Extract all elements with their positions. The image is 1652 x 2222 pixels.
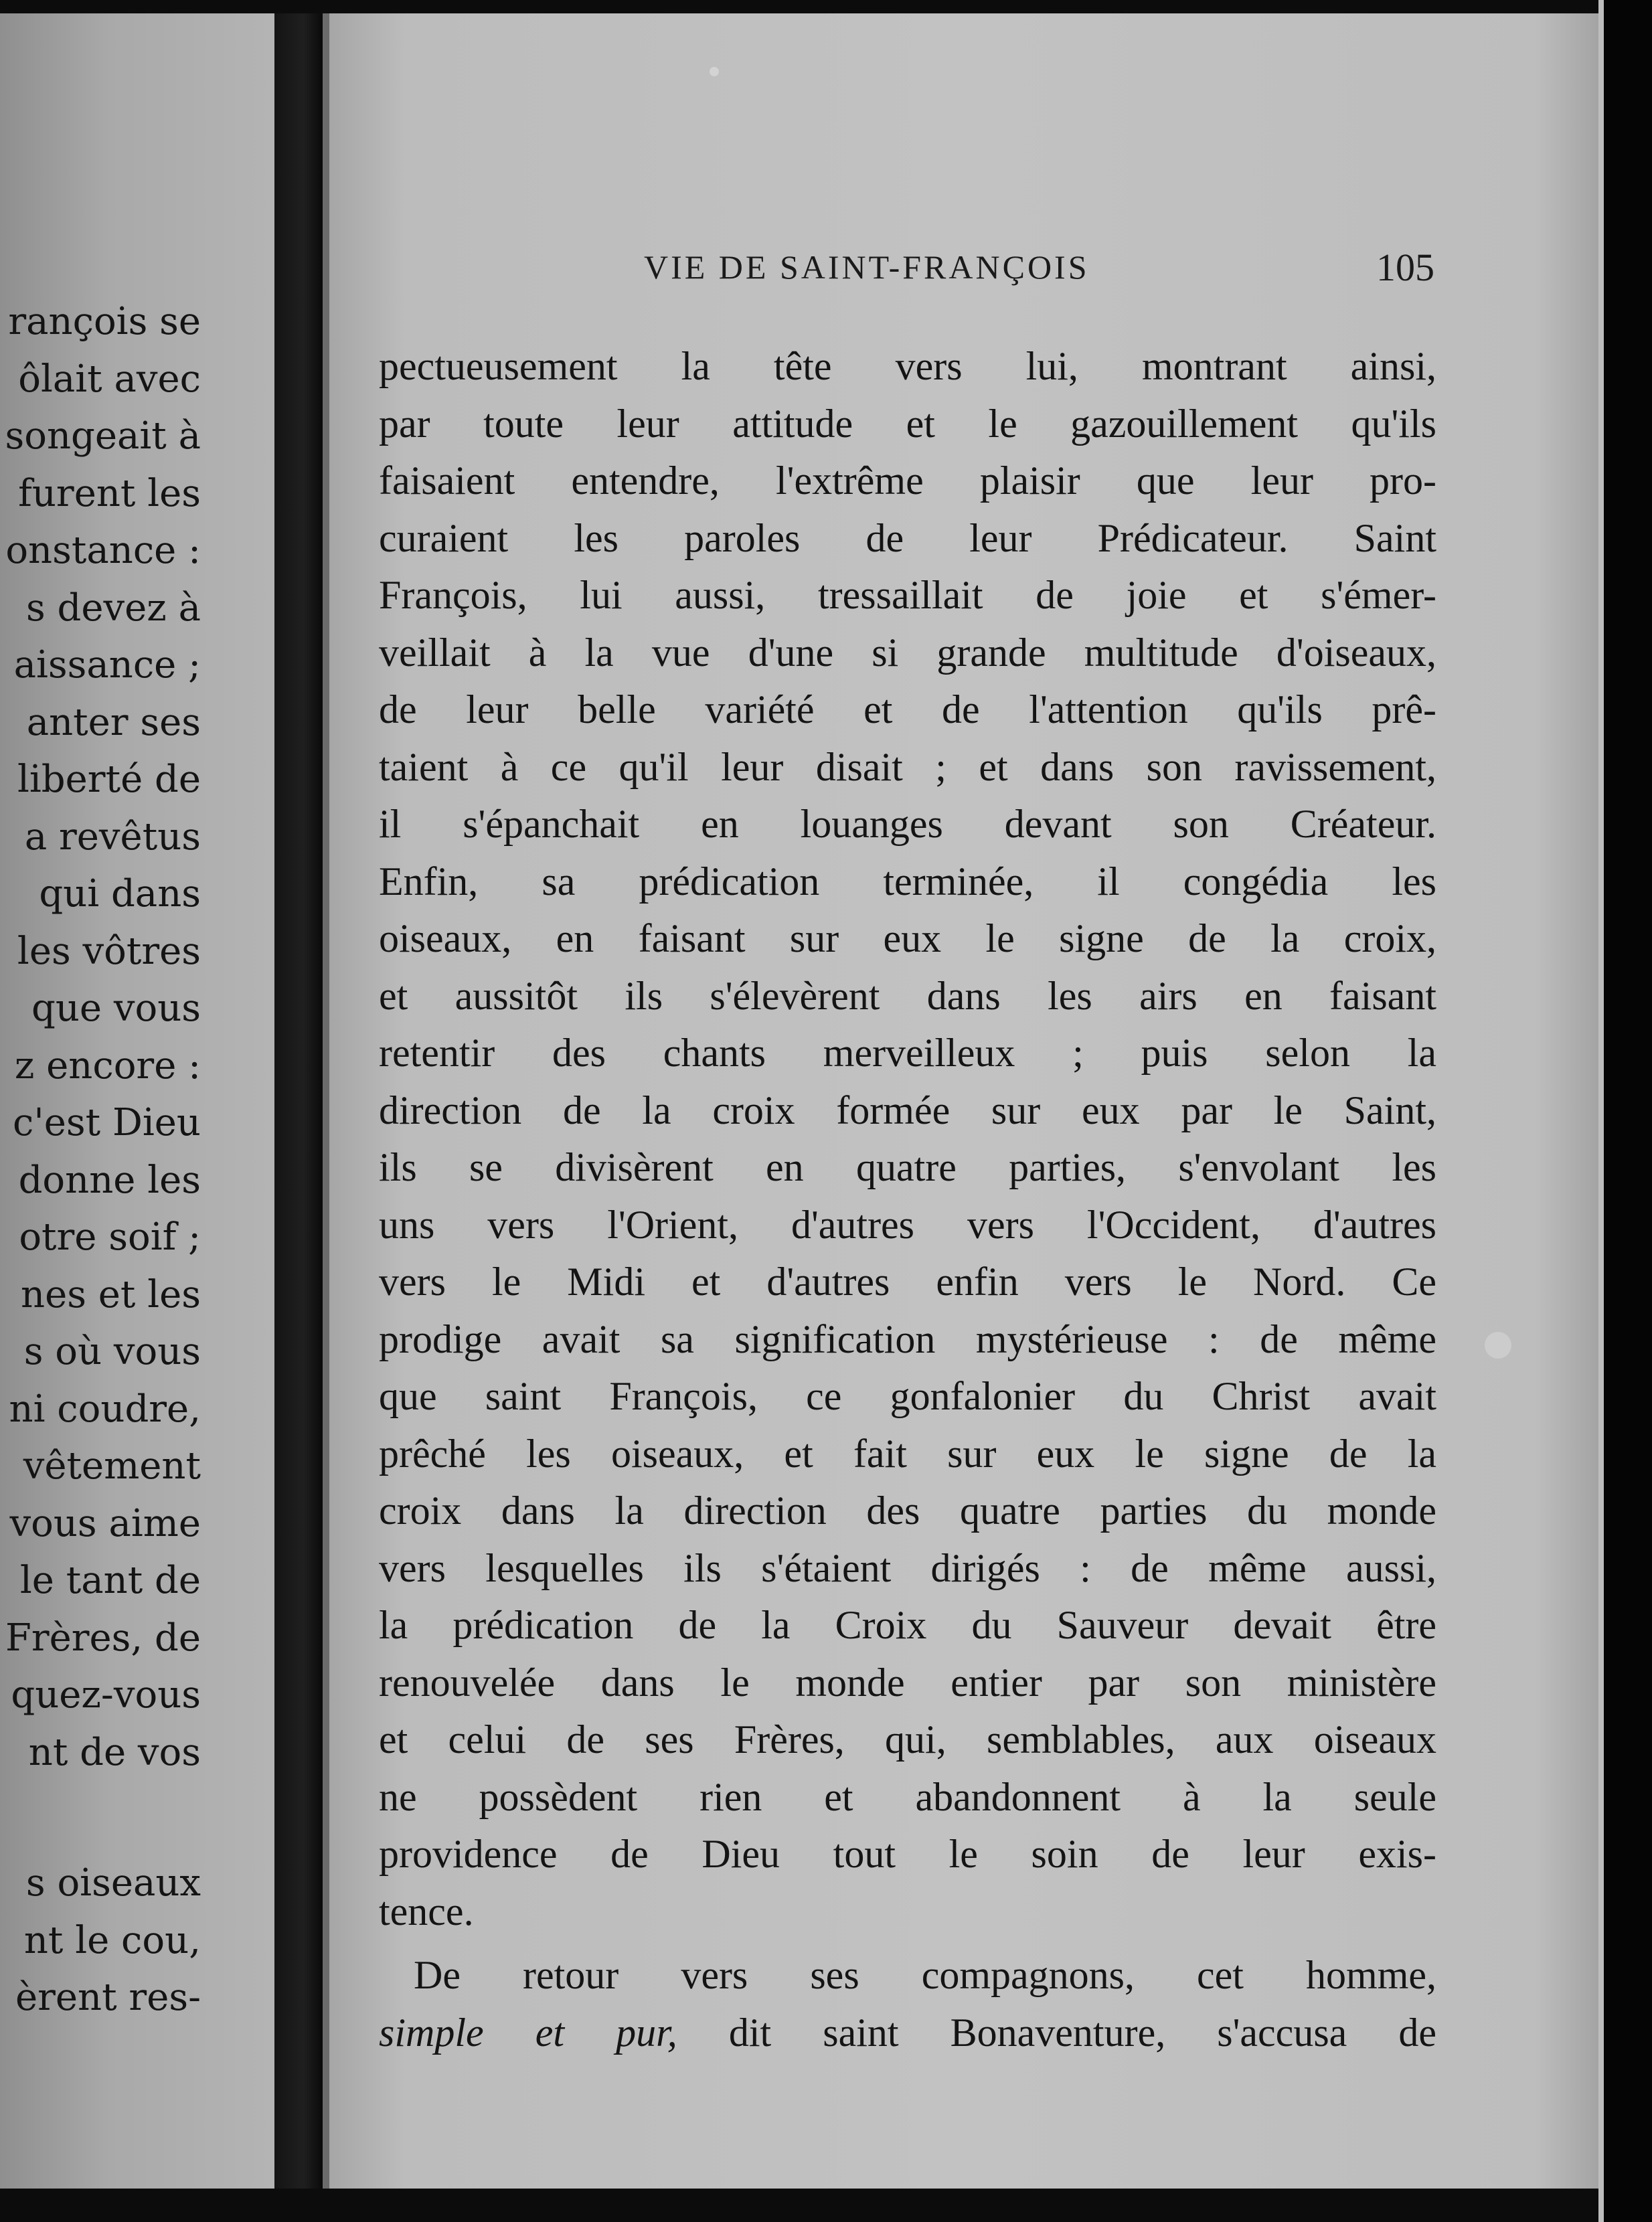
text-line: vers le Midi et d'autres enfin vers le Nord. Ce <box>379 1260 1436 1304</box>
left-page-line: nt le cou, <box>23 1918 201 1962</box>
scan-border <box>1598 0 1652 2222</box>
left-page-line: vêtement <box>23 1444 201 1488</box>
text-line: François, lui aussi, tressaillait de joie et s'émer- <box>379 573 1436 617</box>
left-page-line: s oiseaux <box>25 1861 201 1905</box>
left-page-line: nt de vos <box>28 1730 201 1774</box>
text-line: prêché les oiseaux, et fait sur eux le signe de la <box>379 1431 1436 1476</box>
text-line: prodige avait sa signification mystérieuse : de même <box>379 1316 1436 1361</box>
left-page-line: otre soif ; <box>19 1215 201 1259</box>
left-page-line: èrent res- <box>15 1976 201 2019</box>
text-line: uns vers l'Orient, d'autres vers l'Occident, d'autres <box>379 1202 1436 1247</box>
text-line: providence de Dieu tout le soin de leur exis- <box>379 1832 1436 1876</box>
dust-speck <box>1485 1332 1511 1359</box>
text-line: croix dans la direction des quatre parties du monde <box>379 1488 1436 1533</box>
paragraph-gap <box>0 1781 201 1855</box>
book-gutter <box>274 13 323 2189</box>
left-page-line: le tant de <box>19 1559 201 1602</box>
text-line: par toute leur attitude et le gazouillement qu'ils <box>379 401 1436 446</box>
body-text <box>379 338 1436 2061</box>
text-line: direction de la croix formée sur eux par le Saint, <box>379 1088 1436 1132</box>
running-title: VIE DE SAINT-FRANÇOIS <box>644 248 1090 286</box>
text-line: oiseaux, en faisant sur eux le signe de la croix, <box>379 916 1436 960</box>
left-page-line: onstance : <box>5 529 201 572</box>
text-line: ne possèdent rien et abandonnent à la seule <box>379 1774 1436 1819</box>
left-page-line: vous aime <box>9 1501 201 1545</box>
text-line: pectueusement la tête vers lui, montrant ainsi, <box>379 344 1436 388</box>
page-edge <box>323 13 329 2189</box>
left-page-line: liberté de <box>17 758 201 801</box>
text-line-rest: dit saint Bonaventure, s'accusa de <box>677 2010 1436 2055</box>
left-page-line: songeait à <box>5 414 201 458</box>
dust-speck <box>710 67 719 76</box>
left-page-line: s où vous <box>23 1330 201 1373</box>
text-line: retentir des chants merveilleux ; puis selon la <box>379 1031 1436 1075</box>
text-line: De retour vers ses compagnons, cet homme, <box>414 1953 1436 1997</box>
left-page-line: Frères, de <box>5 1616 201 1660</box>
left-page-line: ôlait avec <box>18 357 201 401</box>
text-line: Enfin, sa prédication terminée, il congédia les <box>379 859 1436 904</box>
text-line: et aussitôt ils s'élevèrent dans les airs en faisant <box>379 973 1436 1018</box>
left-page-line: aissance ; <box>13 643 201 687</box>
text-line: faisaient entendre, l'extrême plaisir que leur pro- <box>379 458 1436 503</box>
left-page-line: z encore : <box>14 1043 201 1088</box>
text-line: la prédication de la Croix du Sauveur devait être <box>379 1603 1436 1647</box>
text-line: vers lesquelles ils s'étaient dirigés : de même aussi, <box>379 1545 1436 1590</box>
italic-phrase: simple et pur, <box>379 2010 677 2055</box>
left-page-line: ni coudre, <box>9 1387 201 1431</box>
text-line: et celui de ses Frères, qui, semblables, aux oiseaux <box>379 1717 1436 1762</box>
left-page-line: nes et les <box>21 1272 201 1316</box>
left-page-line: c'est Dieu <box>13 1101 201 1144</box>
text-line: curaient les paroles de leur Prédicateur. Saint <box>379 515 1436 560</box>
text-line: ils se divisèrent en quatre parties, s'envolant les <box>379 1145 1436 1189</box>
left-page-line: quez-vous <box>11 1673 201 1717</box>
text-line <box>379 2004 1436 2062</box>
text-line: tence. <box>379 1889 474 1934</box>
left-page-line: rançois se <box>8 300 201 343</box>
left-page-text <box>0 293 201 2027</box>
text-line: de leur belle variété et de l'attention qu'ils prê- <box>379 687 1436 732</box>
text-line: renouvelée dans le monde entier par son ministère <box>379 1660 1436 1705</box>
text-line: il s'épanchait en louanges devant son Créateur. <box>379 802 1436 846</box>
text-line: veillait à la vue d'une si grande multitude d'oiseaux, <box>379 630 1436 675</box>
left-page-line: anter ses <box>26 700 201 744</box>
paragraph-gap <box>379 1940 1436 1947</box>
text-line: taient à ce qu'il leur disait ; et dans son ravissement, <box>379 744 1436 789</box>
text-line: que saint François, ce gonfalonier du Christ avait <box>379 1374 1436 1418</box>
left-page-line: qui dans <box>39 872 201 916</box>
left-page-line: furent les <box>18 471 201 515</box>
left-page-line: s devez à <box>26 586 201 630</box>
left-page-line: que vous <box>31 987 201 1030</box>
page-number: 105 <box>1376 246 1434 289</box>
left-page-line: donne les <box>18 1158 201 1202</box>
left-page-line: les vôtres <box>17 929 201 973</box>
left-page-line: a revêtus <box>24 815 201 859</box>
left-page <box>0 13 274 2189</box>
